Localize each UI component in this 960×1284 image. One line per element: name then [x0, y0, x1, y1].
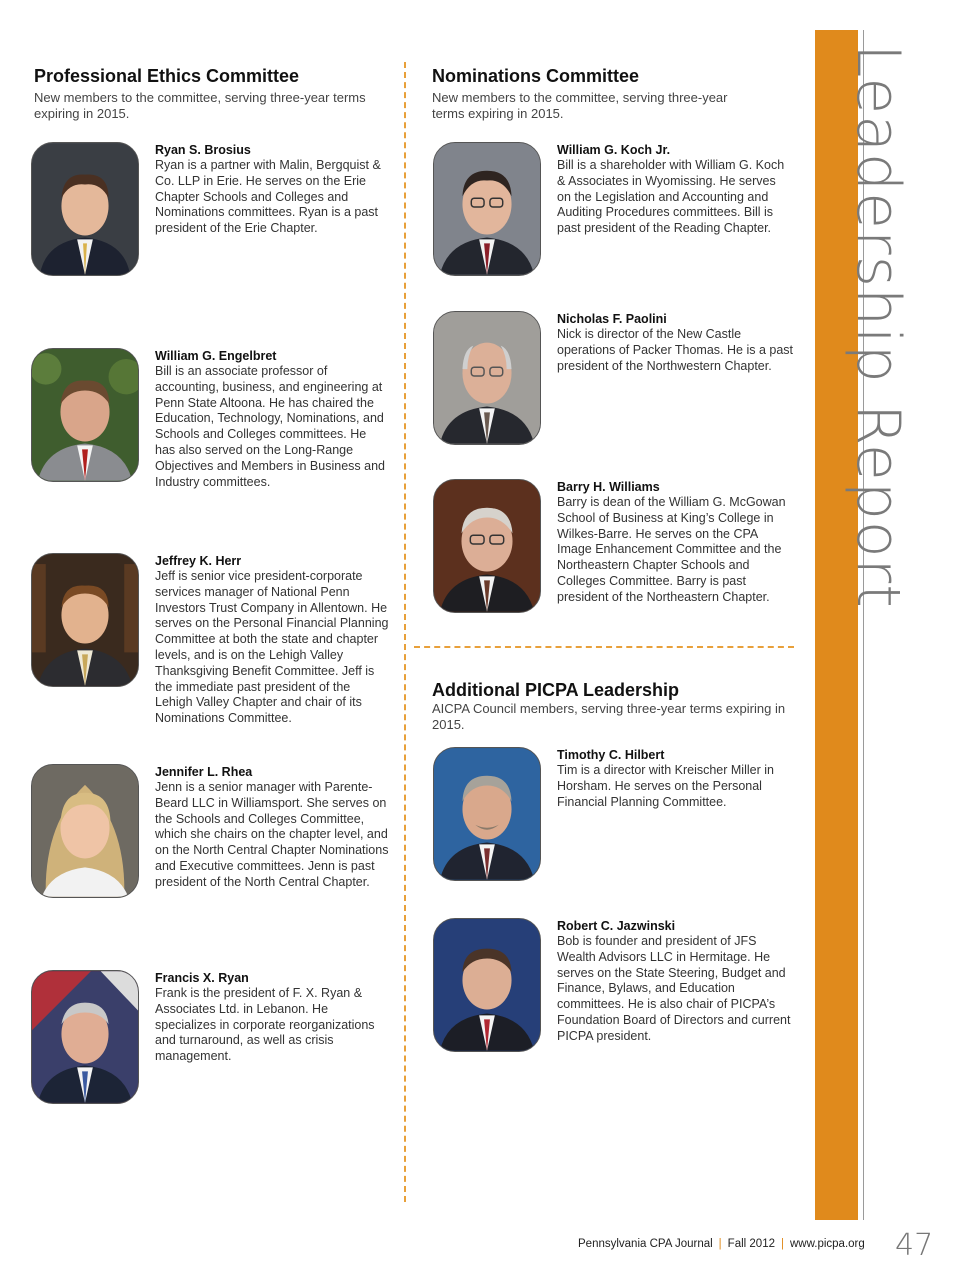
footer-separator: |: [780, 1238, 784, 1250]
member-bio: Jenn is a senior manager with Parente-Beard LLC in Williamsport. She serves on the Schools and Colleges Committee, which she chairs on the chapter level, and on the North Central Chapter Nominations and Executive committees. Jenn is past president of the North Central Chapter.: [155, 780, 389, 889]
member-bio: Bob is founder and president of JFS Wealth Advisors LLC in Hermitage. He serves on the State Steering, Budget and Finance, Bylaws, and Education committees. He is also chair of PICPA’s Foundation Board of Directors and current PICPA president.: [557, 934, 791, 1043]
member-photo: [31, 764, 139, 898]
column-divider: [404, 62, 406, 1202]
website-link[interactable]: www.picpa.org: [789, 1238, 865, 1250]
member-bio: Frank is the president of F. X. Ryan & Associates Ltd. in Lebanon. He specializes in corporate reorganizations and turnaround, as well as crisis management.: [155, 986, 375, 1064]
member-name: Nicholas F. Paolini: [557, 312, 667, 326]
member-bio: Barry is dean of the William G. McGowan School of Business at King’s College in Wilkes-Barre. He serves on the CPA Image Enhancement Committee and the Northeastern Chapter Schools and Colleges Committee. Barry is past president of the Northeastern Chapter.: [557, 495, 786, 604]
member-photo: [433, 918, 541, 1052]
additional-title: Additional PICPA Leadership: [432, 680, 680, 700]
side-title: Leadership Report: [843, 44, 913, 609]
section-divider: [414, 646, 794, 648]
member-name: Jeffrey K. Herr: [155, 554, 242, 568]
member-bio: Jeff is senior vice president-corporate services manager of National Penn Investors Trust Company in Allentown. He serves on the Personal Financial Planning Committee at both the state and chapter levels, and is on the Lehigh Valley Thanksgiving Benefit Committee. Jeff is the immediate past president of the Lehigh Valley Chapter and chair of its Nominations Committee.: [155, 569, 389, 726]
footer-separator: |: [718, 1238, 722, 1250]
member-name: Jennifer L. Rhea: [155, 765, 253, 779]
member-photo: [31, 142, 139, 276]
member-photo: [433, 311, 541, 445]
portrait-icon: [434, 748, 540, 880]
member-bio: Ryan is a partner with Malin, Bergquist & Co. LLP in Erie. He serves on the Erie Chapter Schools and Colleges and Nominations committees. Ryan is a past president of the Erie Chapter.: [155, 158, 381, 236]
portrait-icon: [32, 143, 138, 275]
nominations-title: Nominations Committee: [432, 66, 640, 86]
ethics-title: Professional Ethics Committee: [34, 66, 300, 86]
page-footer: [578, 1238, 865, 1250]
member-bio: Tim is a director with Kreischer Miller in Horsham. He serves on the Personal Financial Planning Committee.: [557, 763, 774, 809]
portrait-icon: [434, 919, 540, 1051]
member-name: Timothy C. Hilbert: [557, 748, 665, 762]
member-name: Ryan S. Brosius: [155, 143, 251, 157]
portrait-icon: [32, 349, 138, 481]
member-photo: [31, 553, 139, 687]
member-name: William G. Engelbret: [155, 349, 277, 363]
issue-label: Fall 2012: [727, 1238, 775, 1250]
nominations-subtitle: New members to the committee, serving three-year terms expiring in 2015.: [432, 90, 728, 121]
member-photo: [433, 479, 541, 613]
member-photo: [31, 348, 139, 482]
journal-name: Pennsylvania CPA Journal: [578, 1238, 713, 1250]
member-bio: Bill is a shareholder with William G. Koch & Associates in Wyomissing. He serves on the Legislation and Accounting and Auditing Procedures committees. Bill is past president of the Reading Chapter.: [557, 158, 785, 236]
portrait-icon: [32, 765, 138, 897]
member-photo: [31, 970, 139, 1104]
ethics-subtitle: New members to the committee, serving three-year terms expiring in 2015.: [34, 90, 366, 121]
portrait-icon: [434, 312, 540, 444]
member-name: Robert C. Jazwinski: [557, 919, 676, 933]
member-name: Barry H. Williams: [557, 480, 660, 494]
portrait-icon: [32, 971, 138, 1103]
member-photo: [433, 142, 541, 276]
portrait-icon: [434, 143, 540, 275]
member-bio: Bill is an associate professor of accounting, business, and engineering at Penn State Altoona. He has chaired the Education, Technology, Nominations, and Schools and Colleges committees. He has also served on the Long-Range Objectives and Members in Business and Industry committees.: [155, 364, 385, 489]
member-name: William G. Koch Jr.: [557, 143, 671, 157]
page-number: 47: [895, 1228, 934, 1263]
member-bio: Nick is director of the New Castle operations of Packer Thomas. He is a past president of the Northwestern Chapter.: [557, 327, 793, 373]
portrait-icon: [434, 480, 540, 612]
member-photo: [433, 747, 541, 881]
member-name: Francis X. Ryan: [155, 971, 249, 985]
additional-subtitle: AICPA Council members, serving three-year terms expiring in 2015.: [432, 701, 786, 732]
portrait-icon: [32, 554, 138, 686]
